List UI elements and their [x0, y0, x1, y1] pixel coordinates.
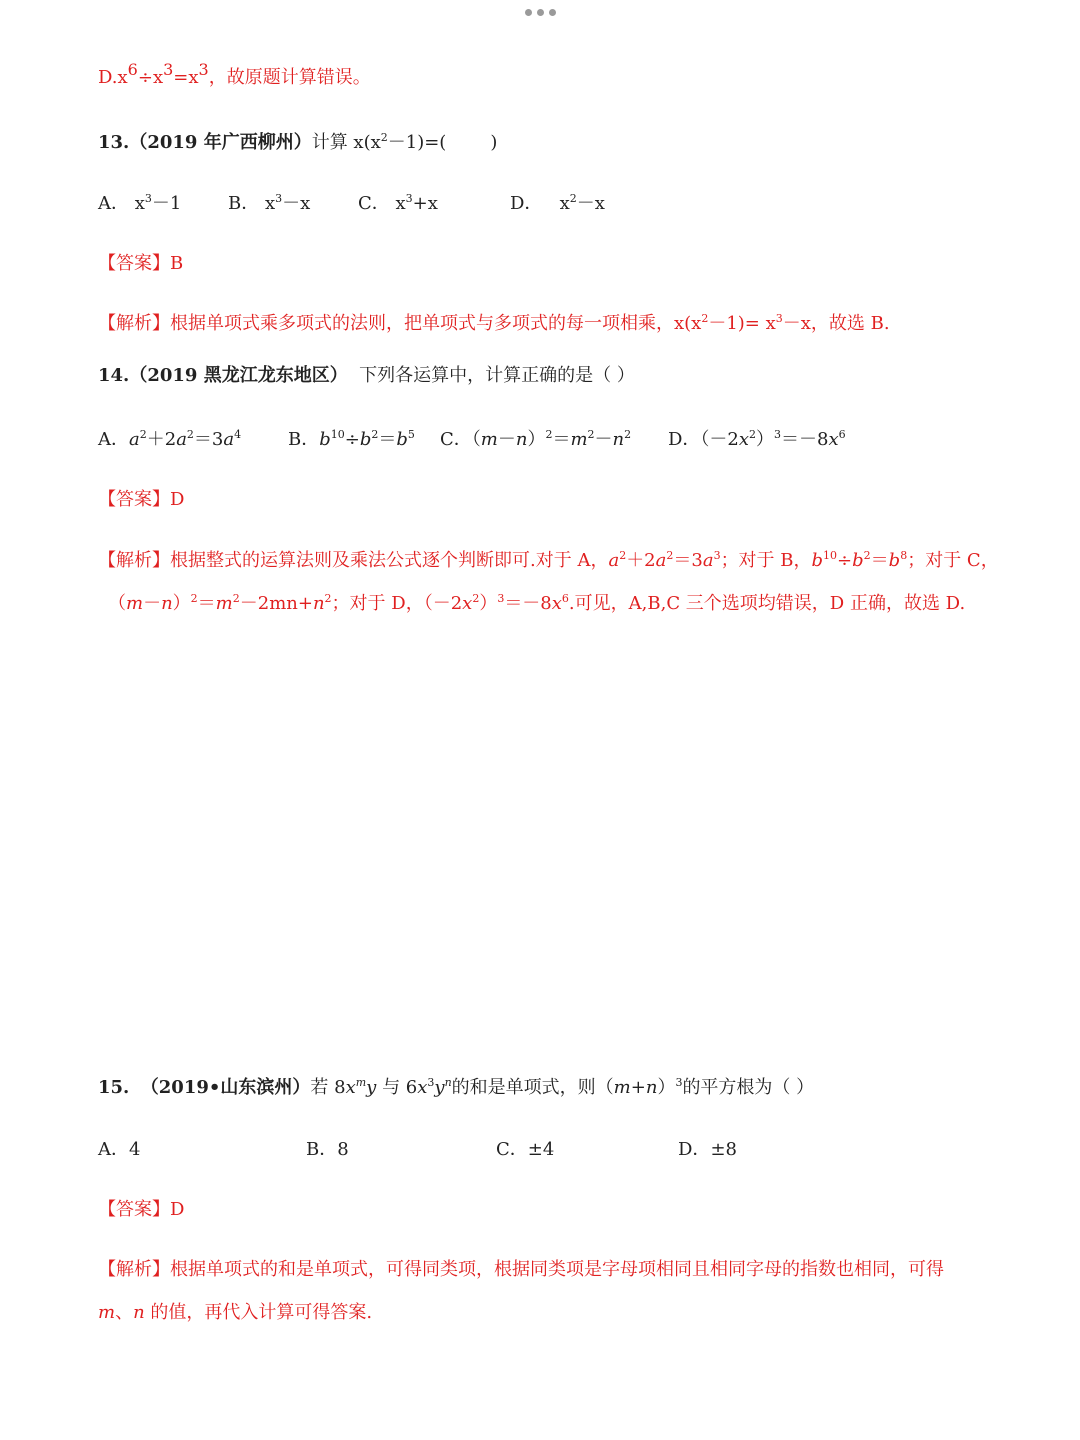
q13-analysis: 【解析】根据单项式乘多项式的法则，把单项式与多项式的每一项相乘，$x(x^2-1)= x^3-x$，故选 B. — [98, 312, 890, 334]
q14-option-d[interactable]: D．$(-2x^2)^3=-8x^6$ — [668, 428, 846, 450]
q15-option-b[interactable]: B．8 — [306, 1139, 349, 1160]
more-options-icon[interactable] — [525, 9, 556, 16]
q15-stem: 15. （2019•山东滨州）若 $8x^my$ 与 $6x^3y^n$的和是单项式，则$(m+n)^3$的平方根为（ ） — [98, 1076, 815, 1098]
q13-option-a[interactable]: A． $x^3-1$ — [98, 192, 182, 214]
q14-answer: 【答案】D — [98, 489, 185, 510]
q15-answer: 【答案】D — [98, 1199, 185, 1220]
q14-analysis-line1: 【解析】根据整式的运算法则及乘法公式逐个判断即可.对于 A，$a^2+2a^2=3a^3$；对于 B，$b^{10}\div b^2=b^8$；对于 C， — [98, 549, 999, 571]
q14-option-b[interactable]: B．$b^{10}\div b^2=b^5$ — [288, 428, 415, 450]
dot — [549, 9, 556, 16]
q13-stem: 13.（2019 年广西柳州）计算 $x(x^2-1)=$( ) — [98, 131, 498, 153]
q15-analysis-line2: m、n 的值，再代入计算可得答案. — [98, 1302, 373, 1323]
q15-option-d[interactable]: D．±8 — [678, 1139, 737, 1160]
q15-option-a[interactable]: A．4 — [98, 1139, 141, 1160]
q12-analysis-tail: $D.x^6\div x^3=x^3$，故原题计算错误。 — [98, 60, 371, 88]
q15-options — [98, 1138, 798, 1162]
q15-option-c[interactable]: C．±4 — [496, 1139, 555, 1160]
q15-analysis-line1: 【解析】根据单项式的和是单项式，可得同类项，根据同类项是字母项相同且相同字母的指数也相同，可得 — [98, 1259, 944, 1280]
q14-analysis-line2: $(m-n)^2=m^2-2mn+n^2$；对于 D，$(-2x^2)^3=-8x^6$.可见，A,B,C 三个选项均错误，D 正确，故选 D. — [108, 592, 966, 614]
q13-option-b[interactable]: B． $x^3-x$ — [228, 192, 311, 214]
q14-options — [98, 428, 878, 452]
q13-options — [98, 192, 698, 216]
dot — [537, 9, 544, 16]
q13-option-d[interactable]: D． $x^2-x$ — [510, 192, 605, 214]
q14-stem: 14.（2019 黑龙江龙东地区） 下列各运算中，计算正确的是（ ） — [98, 365, 635, 386]
q13-option-c[interactable]: C． $x^3+x$ — [358, 192, 438, 214]
dot — [525, 9, 532, 16]
q14-option-a[interactable]: A．$a^2+2a^2=3a^4$ — [98, 428, 242, 450]
q14-option-c[interactable]: C．$(m-n)^2=m^2-n^2$ — [440, 428, 632, 450]
q13-answer: 【答案】B — [98, 253, 184, 274]
